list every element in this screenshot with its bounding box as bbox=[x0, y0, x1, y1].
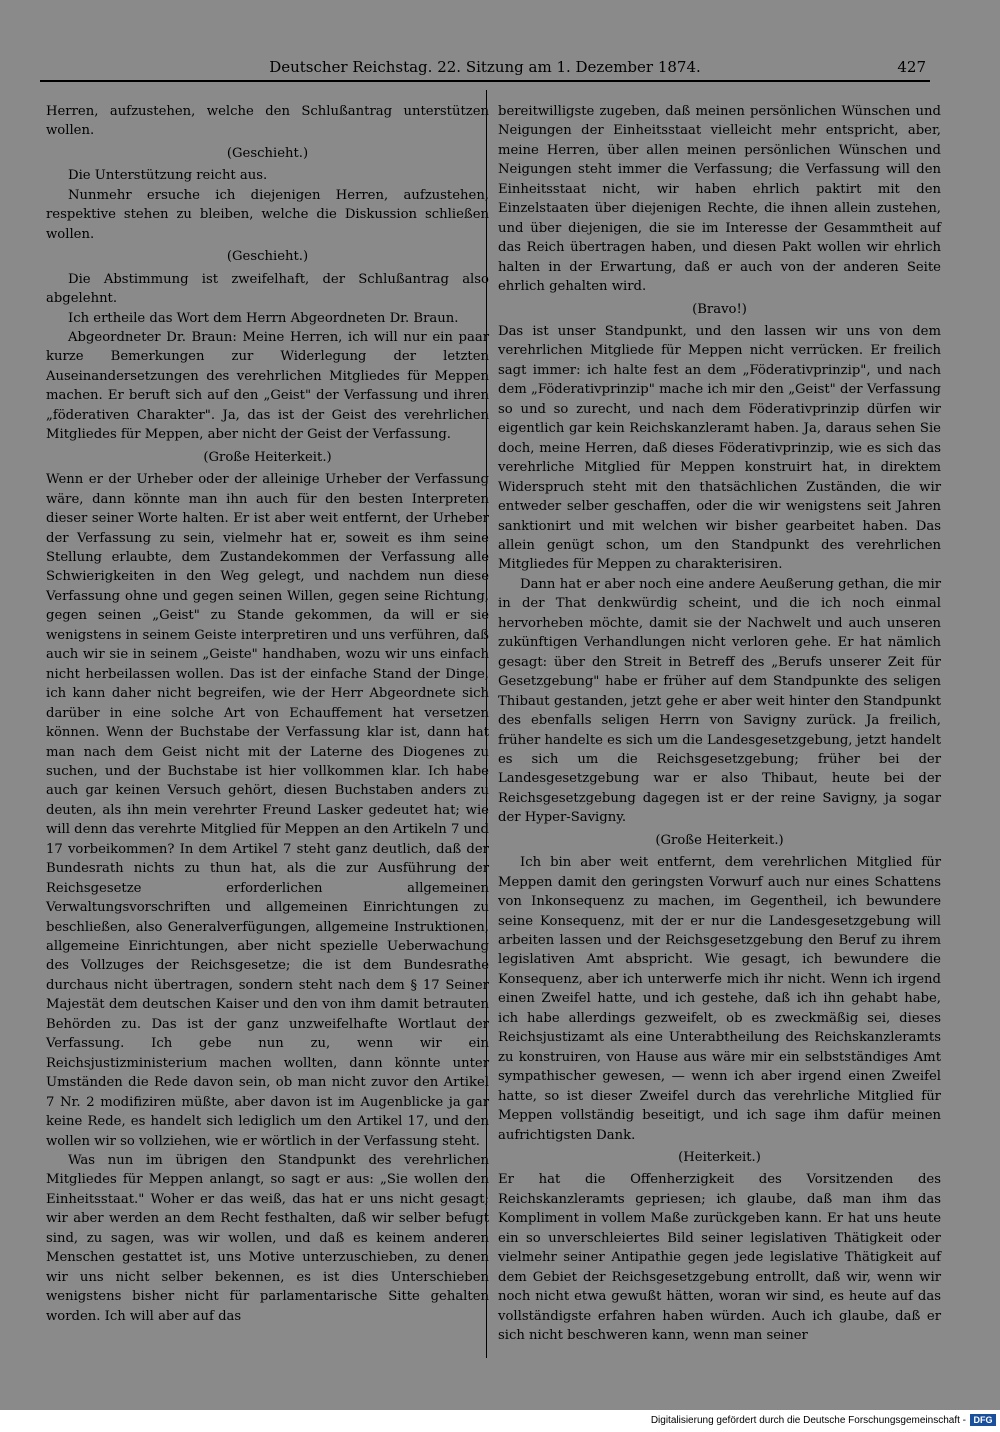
paragraph: Ich bin aber weit entfernt, dem verehrlichen Mitglied für Meppen damit den geringsten Vorwurf auch nur eines Schattens von Inkonsequenz zu machen, im Gegentheil, ich bewundere seine Konsequenz, mit der er nur die Landesgesetzgebung will arbeiten lassen und der Reichsgesetzgebung den Beruf zu ihrem legislativen Amt abspricht. Wie gesagt, ich bewundere die Konsequenz, aber ich unterwerfe mich ihr nicht. Wenn ich irgend einen Zweifel hatte, und ich gestehe, daß ich ihn gehabt habe, ich habe allerdings gezweifelt, ob es zweckmäßig sei, dieses Reichsjustizamt als eine Unterabtheilung des Reichskanzleramts zu konstruiren, von Hause aus wäre mir ein selbstständiges Amt sympathischer gewesen, — wenn ich aber irgend einen Zweifel hatte, so ist dieser Zweifel durch das verehrliche Mitglied für Meppen vollständig beseitigt, und ich sage ihm dafür meinen aufrichtigsten Dank. bbox=[498, 855, 941, 1143]
paragraph: Nunmehr ersuche ich diejenigen Herren, aufzustehen, respektive stehen zu bleiben, welche die Diskussion schließen wollen. bbox=[46, 187, 489, 242]
left-column bbox=[46, 102, 489, 1326]
stage-direction: (Heiterkeit.) bbox=[678, 1150, 761, 1166]
right-column bbox=[498, 102, 941, 1346]
paragraph: Das ist unser Standpunkt, und den lassen wir uns von dem verehrlichen Mitgliede für Meppen nicht verrücken. Er freilich sagt immer: ich halte fest an dem „Föderativprinzip", und nach dem „Föderativprinzip" mache ich mir den „Geist" der Verfassung so und so zurecht, und nach dem Föderativprinzip dürfen wir eigentlich gar kein Reichskanzleramt haben. Ja, daraus sehen Sie doch, meine Herren, daß dieses Föderativprinzip, wie es sich das verehrliche Mitglied für Meppen konstruirt hat, in direktem Widerspruch steht mit den thatsächlichen Zuständen, die wir entweder selber geschaffen, oder die wir wenigstens seit Jahren sanktionirt und mit welchen wir bisher gearbeitet haben. Das allein genügt schon, um den Standpunkt des verehrlichen Mitgliedes für Meppen zu charakterisiren. bbox=[498, 323, 941, 573]
stage-direction: (Große Heiterkeit.) bbox=[655, 832, 784, 848]
page-title: Deutscher Reichstag. 22. Sitzung am 1. Dezember 1874. bbox=[269, 58, 701, 76]
stage-direction: (Bravo!) bbox=[692, 301, 747, 317]
paragraph: Was nun im übrigen den Standpunkt des verehrlichen Mitgliedes für Meppen anlangt, so sagt er aus: „Sie wollen den Einheitsstaat." Woher er das weiß, das hat er uns nicht gesagt; wir aber werden an dem Recht festhalten, daß wir selber befugt sind, zu sagen, was wir wollen, und daß es keinem anderen Menschen gestattet ist, uns Motive unterzuschieben, zu denen wir uns nicht selber bekennen, es ist dies Unterschieben wenigstens bisher nicht für parlamentarische Sitte gehalten worden. Ich will aber auf das bbox=[46, 1153, 489, 1324]
digitization-credit: Digitalisierung gefördert durch die Deutsche Forschungsgemeinschaft - bbox=[650, 1415, 966, 1426]
paragraph: Die Abstimmung ist zweifelhaft, der Schlußantrag also abgelehnt. bbox=[46, 271, 489, 307]
stage-direction: (Geschieht.) bbox=[226, 249, 309, 265]
dfg-logo: DFG bbox=[970, 1414, 996, 1426]
paragraph: Dann hat er aber noch eine andere Aeußerung gethan, die mir in der That denkwürdig scheint, und die ich noch einmal hervorheben möchte, damit sie der Nachwelt und auch unseren zukünftigen Verhandlungen nicht verloren gehe. Er hat nämlich gesagt: über den Streit in Betreff des „Berufs unserer Zeit für Gesetzgebung" habe er früher auf dem Standpunkte des seligen Thibaut gestanden, jetzt gehe er aber weit hinter den Standpunkt des ebenfalls seligen Herrn von Savigny zurück. Ja freilich, früher handelte es sich um die Landesgesetzgebung, jetzt handelt es sich um die Reichsgesetzgebung; früher bei der Landesgesetzgebung war er also Thibaut, heute bei der Reichsgesetzgebung dagegen ist er der reine Savigny, ja sogar der Hyper-Savigny. bbox=[498, 576, 941, 826]
page-number: 427 bbox=[897, 58, 926, 76]
paragraph: Ich ertheile das Wort dem Herrn Abgeordneten Dr. Braun. bbox=[68, 310, 459, 326]
footer-bar bbox=[0, 1410, 1000, 1432]
paragraph: Die Unterstützung reicht aus. bbox=[68, 168, 268, 184]
page-header bbox=[40, 58, 930, 82]
paragraph: bereitwilligste zugeben, daß meinen persönlichen Wünschen und Neigungen der Einheitsstaat vielleicht mehr entspricht, aber, meine Herren, über allen meinen persönlichen Wünschen und Neigungen steht immer die Verfassung; die Verfassung will den Einheitsstaat nicht, wir haben ehrlich paktirt mit den Einzelstaaten über diejenigen Rechte, die ihnen allein zustehen, und über diejenigen, die sie im Interesse der Gesammtheit auf das Reich übertragen haben, und diesen Pakt wollen wir ehrlich halten in der Erwartung, daß er auch von der anderen Seite ehrlich gehalten wird. bbox=[498, 104, 941, 295]
paragraph: Herren, aufzustehen, welche den Schlußantrag unterstützen wollen. bbox=[46, 104, 489, 139]
paragraph: Wenn er der Urheber oder der alleinige Urheber der Verfassung wäre, dann könnte man ihn auch für den besten Interpreten dieser seiner Worte halten. Er ist aber weit entfernt, der Urheber der Verfassung zu sein, vielmehr hat er, soweit es ihm seine Stellung erlaubte, dem Zustandekommen der Verfassung alle Schwierigkeiten in den Weg gelegt, und nachdem nun diese Verfassung ohne und gegen seinen Willen, gegen seine Richtung, gegen seinen „Geist" zu Stande gekommen, da will er sie wenigstens in seinem Geiste interpretiren und uns verführen, daß auch wir sie in seinem „Geiste" handhaben, wozu wir uns einfach nicht herbeilassen wollen. Das ist der einfache Stand der Dinge, ich kann daher nicht begreifen, wie der Herr Abgeordnete sich darüber in eine solche Art von Echauffement hat versetzen können. Wenn der Buchstabe der Verfassung klar ist, dann hat man nach dem Geist nicht mit der Laterne des Diogenes zu suchen, und der Buchstabe ist hier vollkommen klar. Ich habe auch gar keinen Versuch gehört, diesen Buchstaben anders zu deuten, als ihn mein verehrter Freund Lasker gedeutet hat; wie will denn das verehrte Mitglied für Meppen an den Artikeln 7 und 17 vorbeikommen? In dem Artikel 7 steht ganz deutlich, daß der Bundesrath nichts zu thun hat, als die zur Ausführung der Reichsgesetze erforderlichen allgemeinen Verwaltungsvorschriften und allgemeinen Einrichtungen zu beschließen, also Generalverfügungen, allgemeine Instruktionen, allgemeine Einrichtungen, aber nicht spezielle Ueberwachung des Vollzuges der Reichsgesetze; die ist dem Bundesrathe durchaus nicht übertragen, sondern steht nach dem § 17 Seiner Majestät dem deutschen Kaiser und den von ihm damit betrauten Behörden zu. Das ist der ganz unzweifelhafte Wortlaut der Verfassung. Ich gebe nun zu, wenn wir ein Reichsjustizministerium machen wollten, dann könnte unter Umständen die Rede davon sein, ob man nicht zuvor den Artikel 7 Nr. 2 modifiziren müßte, aber davon ist im Augenblicke ja gar keine Rede, es handelt sich lediglich um den Artikel 17, und den wollen wir so vollziehen, wie er wörtlich in der Verfassung steht. bbox=[46, 472, 489, 1149]
paragraph: Er hat die Offenherzigkeit des Vorsitzenden des Reichskanzleramts gepriesen; ich glaube, daß man ihm das Kompliment in vollem Maße zurückgeben kann. Er hat uns heute ein so unverschleiertes Bild seiner legislativen Thätigkeit oder vielmehr seiner Antipathie gegen jede legislative Thätigkeit auf dem Gebiet der Reichsgesetzgebung entrollt, daß wir, wenn wir noch nicht etwa gewußt hätten, woran wir sind, es heute auf das vollständigste erfahren haben würden. Auch ich glaube, daß er sich nicht beschweren kann, wenn man seiner bbox=[498, 1172, 941, 1344]
stage-direction: (Geschieht.) bbox=[226, 145, 309, 161]
stage-direction: (Große Heiterkeit.) bbox=[203, 449, 332, 465]
paragraph: Abgeordneter Dr. Braun: Meine Herren, ich will nur ein paar kurze Bemerkungen zur Widerlegung der letzten Auseinandersetzungen des verehrlichen Mitgliedes für Meppen machen. Er beruft sich auf den „Geist" der Verfassung und ihren „föderativen Charakter". Ja, das ist der Geist des verehrlichen Mitgliedes für Meppen, aber nicht der Geist der Verfassung. bbox=[46, 329, 489, 443]
